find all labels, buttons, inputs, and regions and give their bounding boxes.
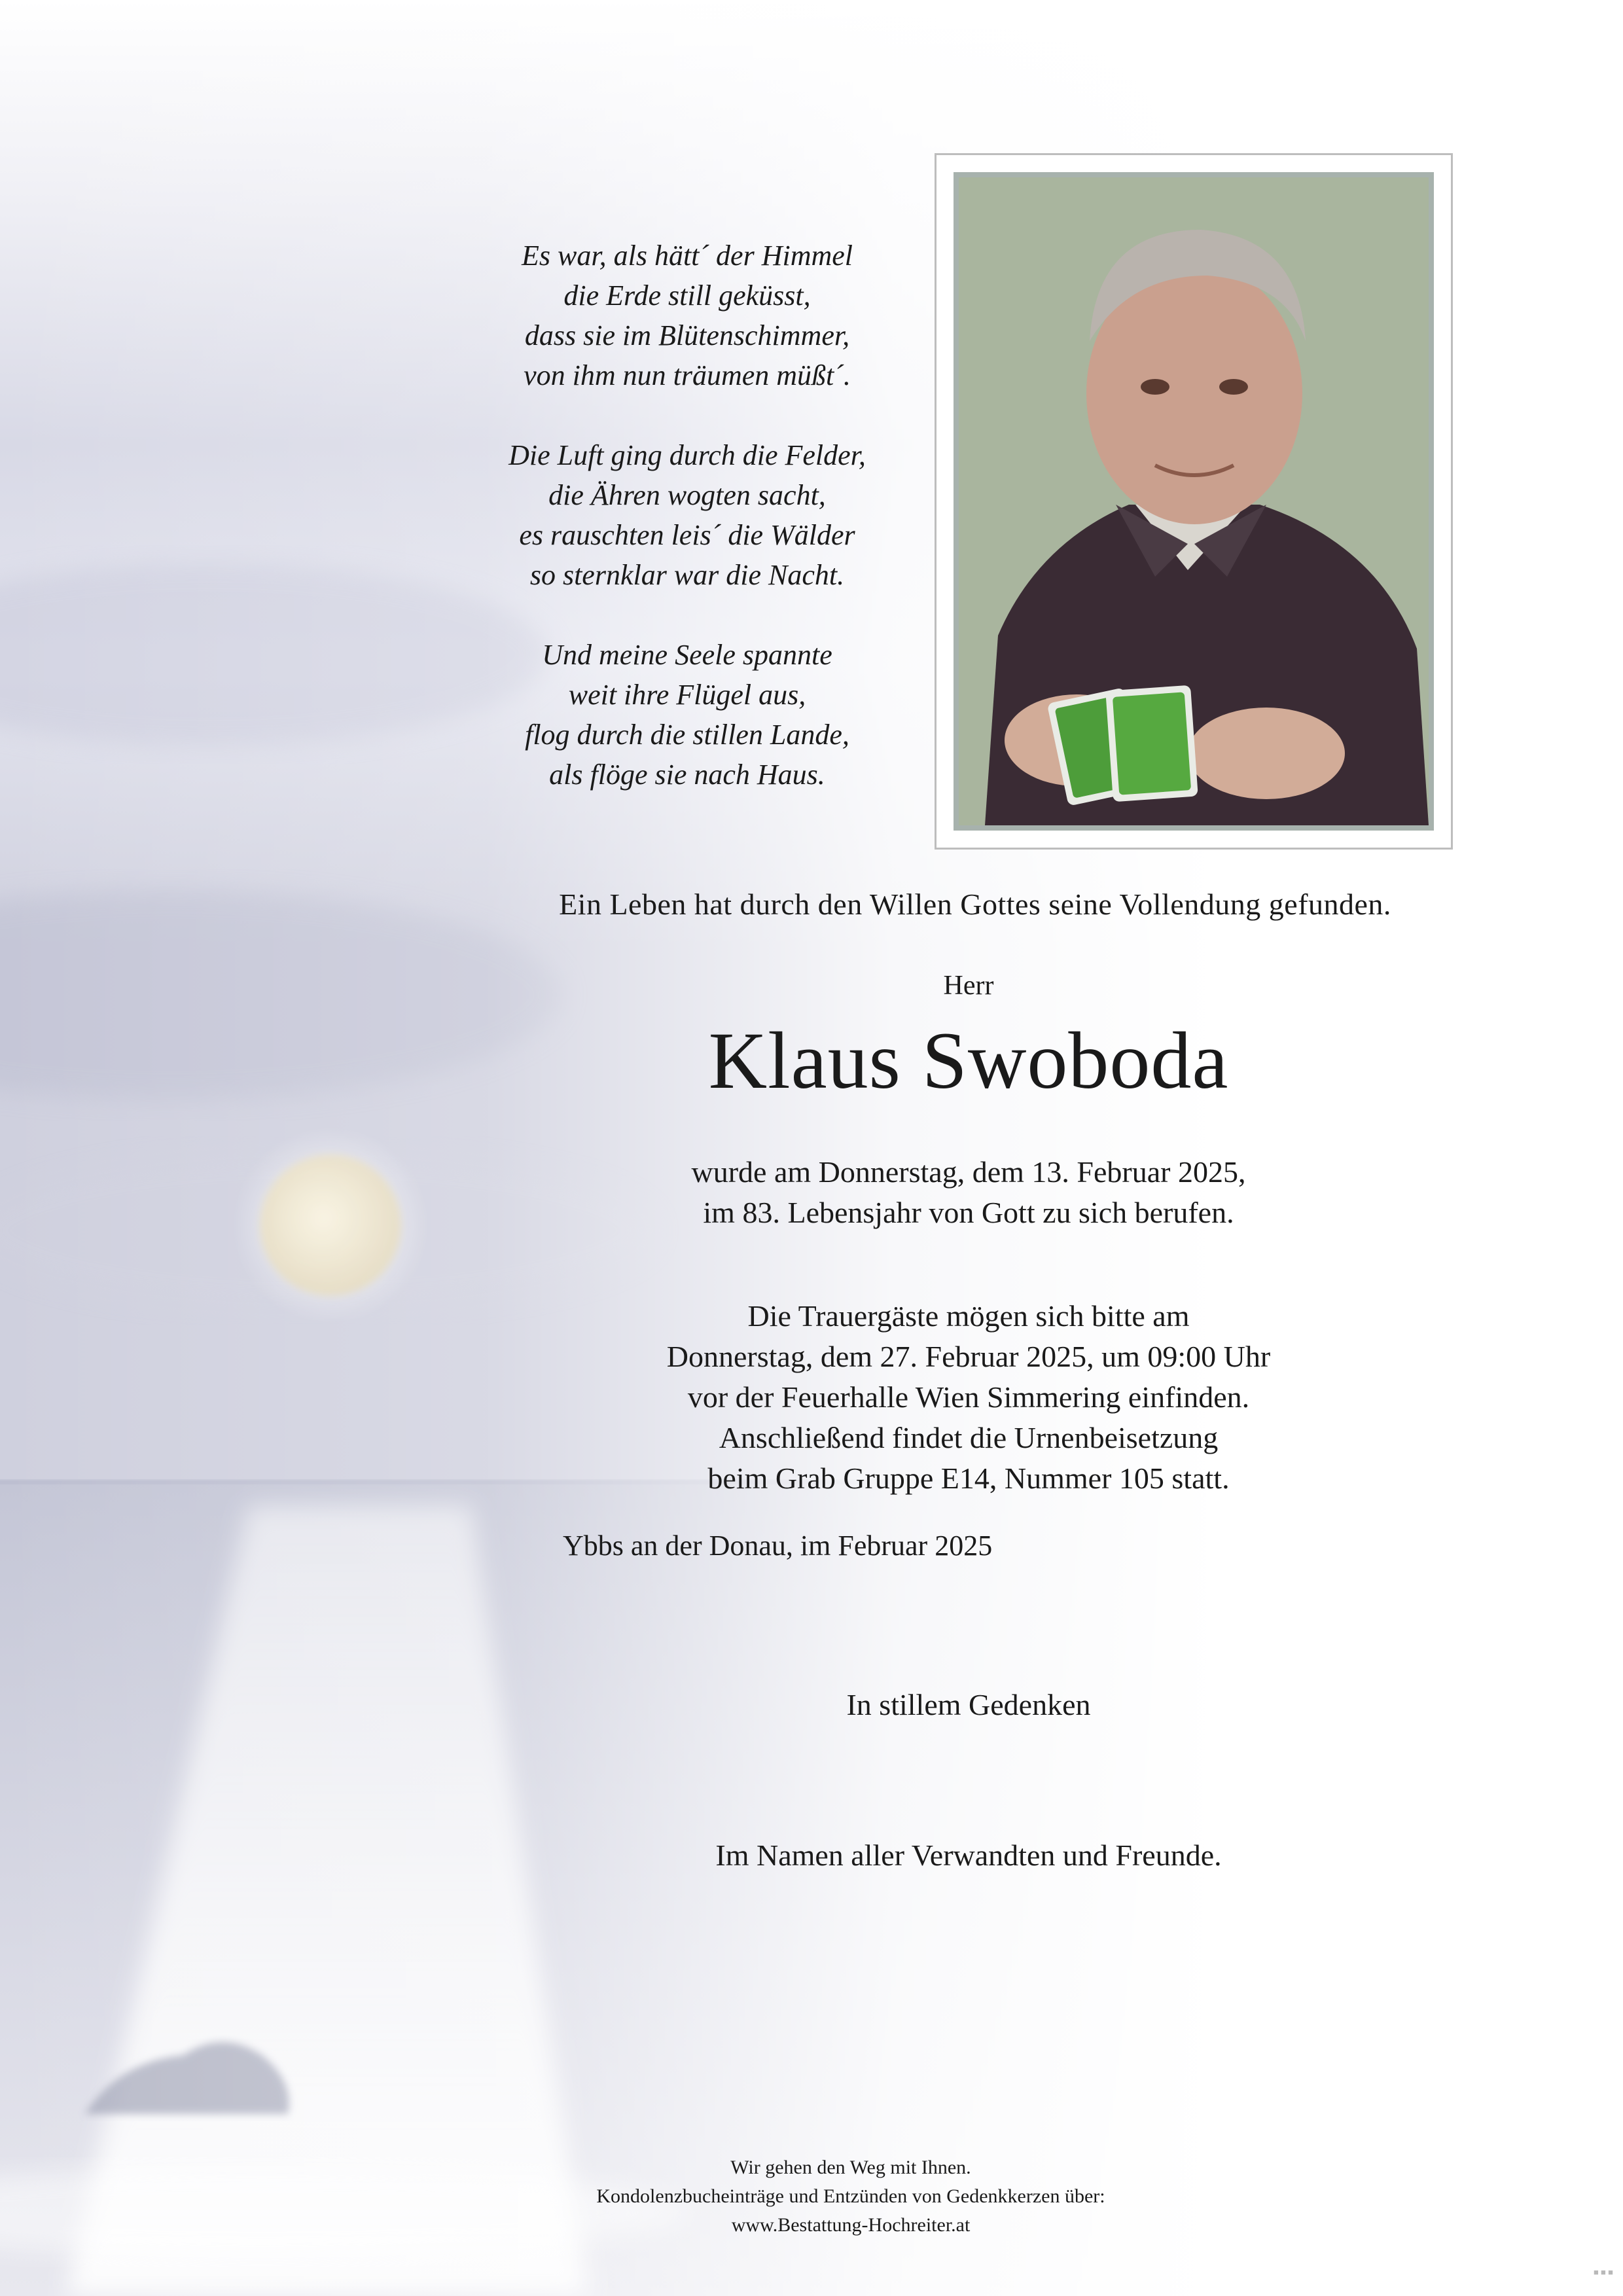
poem-line: die Ähren wogten sacht,: [548, 479, 826, 511]
poem-stanza: [445, 236, 929, 395]
on-behalf-line: Im Namen aller Verwandten und Freunde.: [715, 1839, 1222, 1872]
poem-line: Die Luft ging durch die Felder,: [508, 439, 866, 471]
poem-stanza: [445, 635, 929, 795]
footer-line: Kondolenzbucheinträge und Entzünden von Gedenkkerzen über:: [596, 2185, 1105, 2207]
death-notice: [576, 1152, 1361, 1233]
portrait-frame: [935, 153, 1453, 850]
footer-line: Wir gehen den Weg mit Ihnen.: [730, 2157, 971, 2178]
poem-line: dass sie im Blütenschimmer,: [524, 319, 850, 351]
death-line: im 83. Lebensjahr von Gott zu sich berufen.: [703, 1196, 1234, 1229]
portrait-photo: [954, 172, 1434, 831]
funeral-line: vor der Feuerhalle Wien Simmering einfinden.: [687, 1380, 1250, 1414]
poem-line: die Erde still geküsst,: [563, 279, 811, 312]
deceased-name: Klaus Swoboda: [708, 1016, 1229, 1105]
place-and-date: Ybbs an der Donau, im Februar 2025: [563, 1530, 993, 1562]
poem: [445, 236, 929, 834]
funeral-home-footer: [524, 2153, 1178, 2240]
poem-line: von ihm nun träumen müßt´.: [524, 359, 851, 391]
poem-line: als flöge sie nach Haus.: [549, 759, 825, 791]
death-line: wurde am Donnerstag, dem 13. Februar 2025,: [691, 1155, 1246, 1189]
poem-line: es rauschten leis´ die Wälder: [519, 519, 855, 551]
salutation: Herr: [943, 971, 994, 1001]
poem-line: so sternklar war die Nacht.: [529, 559, 845, 591]
funeral-line: Die Trauergäste mögen sich bitte am: [747, 1299, 1190, 1333]
poem-line: flog durch die stillen Lande,: [525, 719, 849, 751]
poem-line: weit ihre Flügel aus,: [568, 679, 806, 711]
in-memory-line: In stillem Gedenken: [846, 1688, 1091, 1721]
poem-line: Und meine Seele spannte: [542, 639, 832, 671]
portrait-illustration: [959, 177, 1429, 825]
funeral-line: beim Grab Gruppe E14, Nummer 105 statt.: [707, 1462, 1230, 1495]
intro-sentence: Ein Leben hat durch den Willen Gottes seine Vollendung gefunden.: [559, 888, 1391, 921]
funeral-line: Anschließend findet die Urnenbeisetzung: [719, 1421, 1219, 1454]
poem-line: Es war, als hätt´ der Himmel: [522, 240, 853, 272]
poem-stanza: [445, 435, 929, 595]
funeral-line: Donnerstag, dem 27. Februar 2025, um 09:00 Uhr: [666, 1340, 1271, 1373]
print-code: ■ ■ ■: [1593, 2267, 1613, 2277]
footer-website: www.Bestattung-Hochreiter.at: [731, 2214, 971, 2236]
funeral-info: [524, 1296, 1414, 1499]
